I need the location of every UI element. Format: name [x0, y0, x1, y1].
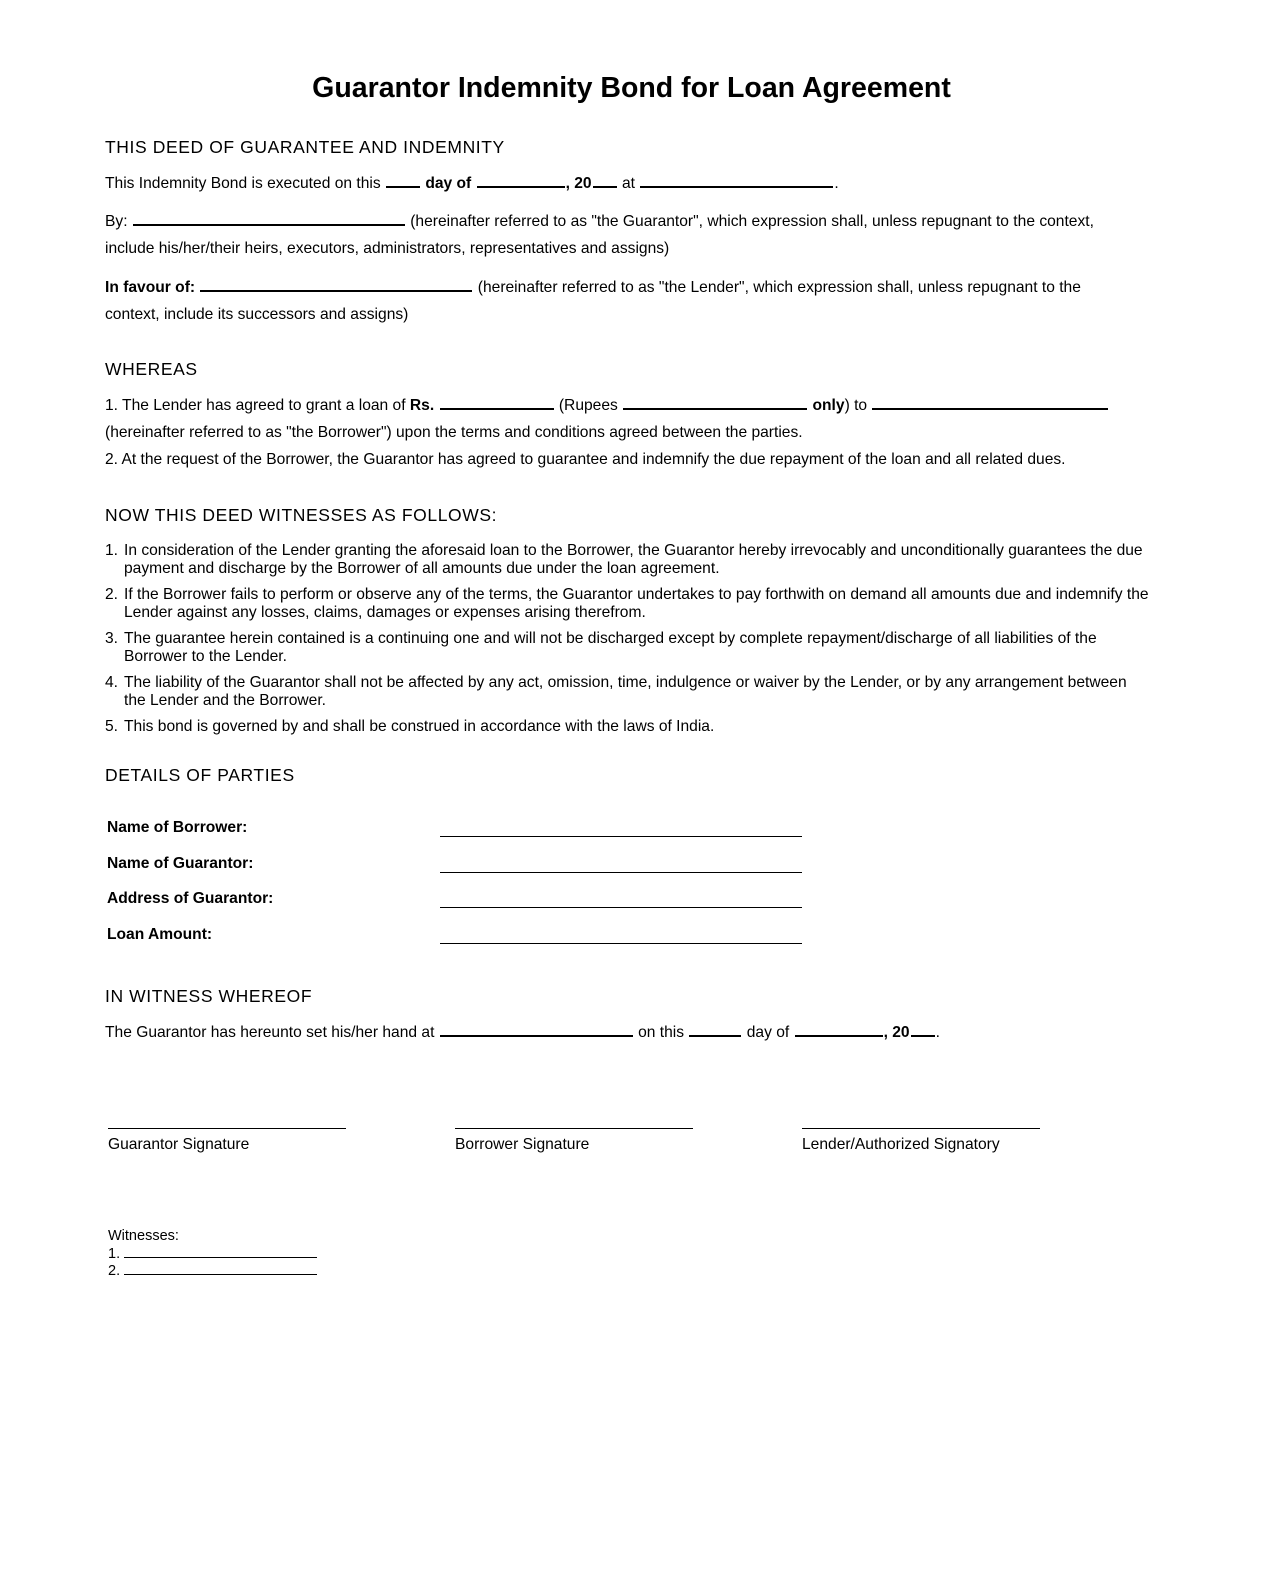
lender-name-blank[interactable]: [200, 275, 472, 292]
borrower-name-label: Name of Borrower:: [107, 819, 248, 836]
in-witness-line: [105, 1019, 1135, 1046]
guarantor-signature-label: Guarantor Signature: [108, 1136, 250, 1153]
guarantor-name-blank[interactable]: [133, 209, 405, 226]
execution-prefix: This Indemnity Bond is executed on this: [105, 175, 381, 192]
borrower-name-blank[interactable]: [872, 393, 1108, 410]
whereas-item1-suffix: (hereinafter referred to as "the Borrower") upon the terms and conditions agreed between the parties.: [105, 424, 803, 441]
in-witness-on-this: on this: [638, 1024, 685, 1041]
in-witness-prefix: The Guarantor has hereunto set his/her hand at: [105, 1024, 435, 1041]
loan-amount-blank[interactable]: [440, 393, 554, 410]
whereas-item1-prefix: 1. The Lender has agreed to grant a loan of: [105, 397, 406, 414]
witness-1-number: 1.: [108, 1246, 121, 1262]
whereas-item-1: [105, 392, 1125, 446]
witness-1-line[interactable]: [124, 1245, 317, 1258]
execution-year-blank[interactable]: [593, 171, 617, 188]
loan-amount-label: Loan Amount:: [107, 926, 213, 943]
by-paragraph: [105, 208, 1115, 262]
witness-2-line[interactable]: [124, 1262, 317, 1275]
lender-signature-line[interactable]: [802, 1128, 1040, 1129]
execution-end: .: [834, 175, 839, 192]
rs-label: Rs.: [409, 397, 435, 414]
by-label: By:: [105, 213, 128, 230]
deed-clause-item: 1. In consideration of the Lender granting the aforesaid loan to the Borrower, the Guarantor hereby irrevocably and unconditionally guarantees the due payment and discharge by the Borrower of all amounts due under the loan agreement.: [105, 542, 1143, 577]
witnesses-label: Witnesses:: [108, 1228, 179, 1244]
witnesses-as-follows-heading: NOW THIS DEED WITNESSES AS FOLLOWS:: [105, 505, 498, 525]
execution-line: [105, 170, 1135, 197]
loan-amount-field[interactable]: [440, 929, 802, 944]
in-witness-day-of: day of: [746, 1024, 790, 1041]
witness-month-blank[interactable]: [795, 1020, 883, 1037]
execution-day-blank[interactable]: [386, 171, 420, 188]
borrower-signature-label: Borrower Signature: [455, 1136, 590, 1153]
deed-clause-item: 3. The guarantee herein contained is a continuing one and will not be discharged except by complete repayment/discharge of all liabilities of the Borrower to the Lender.: [105, 630, 1097, 665]
witness-2-number: 2.: [108, 1263, 121, 1279]
guarantor-name-label: Name of Guarantor:: [107, 855, 254, 872]
by-text: (hereinafter referred to as "the Guarantor", which expression shall, unless repugnant to the context, include his/her/their heirs, executors, administrators, representatives and assigns): [105, 213, 1094, 257]
execution-at: at: [621, 175, 635, 192]
witness-day-blank[interactable]: [689, 1020, 741, 1037]
deed-clause-item: 2. If the Borrower fails to perform or observe any of the terms, the Guarantor undertakes to pay forthwith on demand all amounts due and indemnify the Lender against any losses, claims, damages or expenses arising therefrom.: [105, 586, 1149, 621]
borrower-signature-line[interactable]: [455, 1128, 693, 1129]
execution-day-of: day of: [425, 175, 472, 192]
in-witness-year: , 20: [883, 1024, 910, 1041]
guarantor-signature-line[interactable]: [108, 1128, 346, 1129]
witness-2-row: [108, 1262, 317, 1280]
deed-clauses-list: [105, 542, 1150, 744]
whereas-item-2: 2. At the request of the Borrower, the Guarantor has agreed to guarantee and indemnify the due repayment of the loan and all related dues.: [105, 451, 1066, 468]
in-witness-heading: IN WITNESS WHEREOF: [105, 986, 313, 1006]
in-favour-text: (hereinafter referred to as "the Lender", which expression shall, unless repugnant to the context, include its successors and assigns): [105, 279, 1081, 323]
execution-year: , 20: [565, 175, 592, 192]
in-favour-paragraph: [105, 274, 1105, 328]
whereas-heading: WHEREAS: [105, 359, 198, 379]
page-title: Guarantor Indemnity Bond for Loan Agreement: [312, 72, 951, 104]
rupees-words-blank[interactable]: [623, 393, 807, 410]
rupees-label: (Rupees: [558, 397, 618, 414]
guarantor-name-field[interactable]: [440, 858, 802, 873]
in-witness-end: .: [935, 1024, 940, 1041]
witness-1-row: [108, 1245, 317, 1263]
deed-clause-item: 5. This bond is governed by and shall be construed in accordance with the laws of India.: [105, 718, 715, 735]
guarantor-address-label: Address of Guarantor:: [107, 890, 274, 907]
execution-place-blank[interactable]: [640, 171, 833, 188]
witness-place-blank[interactable]: [440, 1020, 633, 1037]
guarantor-address-field[interactable]: [440, 893, 802, 908]
deed-heading: THIS DEED OF GUARANTEE AND INDEMNITY: [105, 137, 505, 157]
witness-year-blank[interactable]: [911, 1020, 935, 1037]
to-label: ) to: [844, 397, 868, 414]
deed-clause-item: 4. The liability of the Guarantor shall not be affected by any act, omission, time, indulgence or waiver by the Lender, or by any arrangement between the Lender and the Borrower.: [105, 674, 1127, 709]
lender-signature-label: Lender/Authorized Signatory: [802, 1136, 1000, 1153]
execution-month-blank[interactable]: [477, 171, 565, 188]
only-label: only: [812, 397, 845, 414]
in-favour-label: In favour of:: [105, 279, 196, 296]
parties-heading: DETAILS OF PARTIES: [105, 765, 295, 785]
borrower-name-field[interactable]: [440, 822, 802, 837]
